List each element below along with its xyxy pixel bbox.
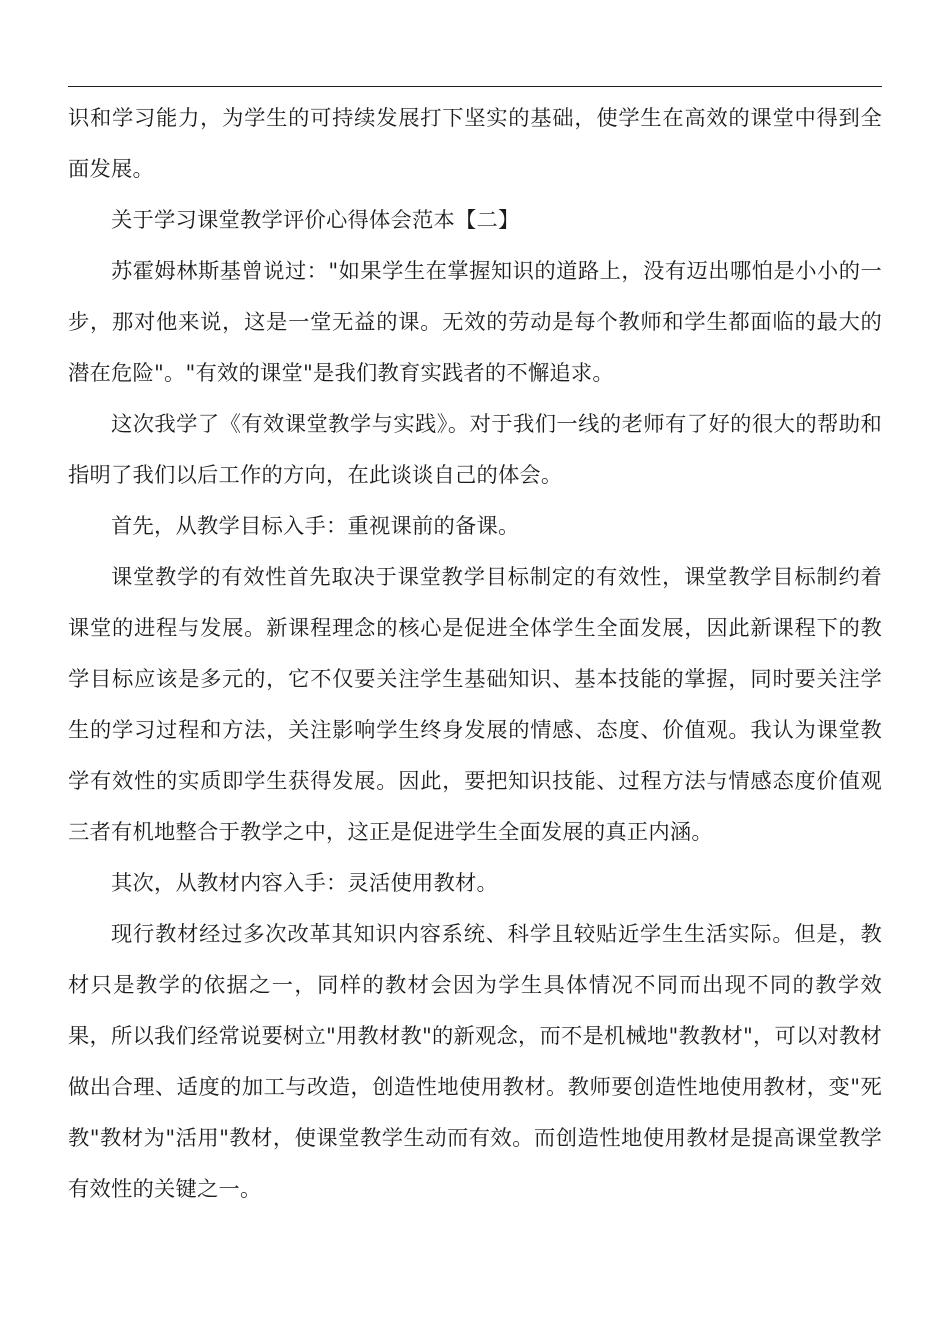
header-rule xyxy=(68,86,882,87)
paragraph-study: 这次我学了《有效课堂教学与实践》。对于我们一线的老师有了好的很大的帮助和指明了我们以后工作的方向，在此谈谈自己的体会。 xyxy=(68,412,882,488)
paragraph-second-point: 其次，从教材内容入手：灵活使用教材。 xyxy=(111,871,498,896)
section-heading: 关于学习课堂教学评价心得体会范本【二】 xyxy=(111,208,520,233)
paragraph-continuation: 识和学习能力，为学生的可持续发展打下坚实的基础，使学生在高效的课堂中得到全面发展。 xyxy=(68,106,882,182)
paragraph-objectives: 课堂教学的有效性首先取决于课堂教学目标制定的有效性，课堂教学目标制约着课堂的进程与发展。新课程理念的核心是促进全体学生全面发展，因此新课程下的教学目标应该是多元的，它不仅要关注学生基础知识、基本技能的掌握，同时要关注学生的学习过程和方法，关注影响学生终身发展的情感、态度、价值观。我认为课堂教学有效性的实质即学生获得发展。因此，要把知识技能、过程方法与情感态度价值观三者有机地整合于教学之中，这正是促进学生全面发展的真正内涵。 xyxy=(68,565,882,845)
document-page xyxy=(68,86,882,1215)
paragraph-quote: 苏霍姆林斯基曾说过："如果学生在掌握知识的道路上，没有迈出哪怕是小小的一步，那对他来说，这是一堂无益的课。无效的劳动是每个教师和学生都面临的最大的潜在危险"。"有效的课堂"是我们教育实践者的不懈追求。 xyxy=(68,259,882,386)
paragraph-materials: 现行教材经过多次改革其知识内容系统、科学且较贴近学生生活实际。但是，教材只是教学的依据之一，同样的教材会因为学生具体情况不同而出现不同的教学效果，所以我们经常说要树立"用教材教"的新观念，而不是机械地"教教材"，可以对教材做出合理、适度的加工与改造，创造性地使用教材。教师要创造性地使用教材，变"死教"教材为"活用"教材，使课堂教学生动而有效。而创造性地使用教材是提高课堂教学有效性的关键之一。 xyxy=(68,922,882,1202)
paragraph-first-point: 首先，从教学目标入手：重视课前的备课。 xyxy=(111,514,520,539)
